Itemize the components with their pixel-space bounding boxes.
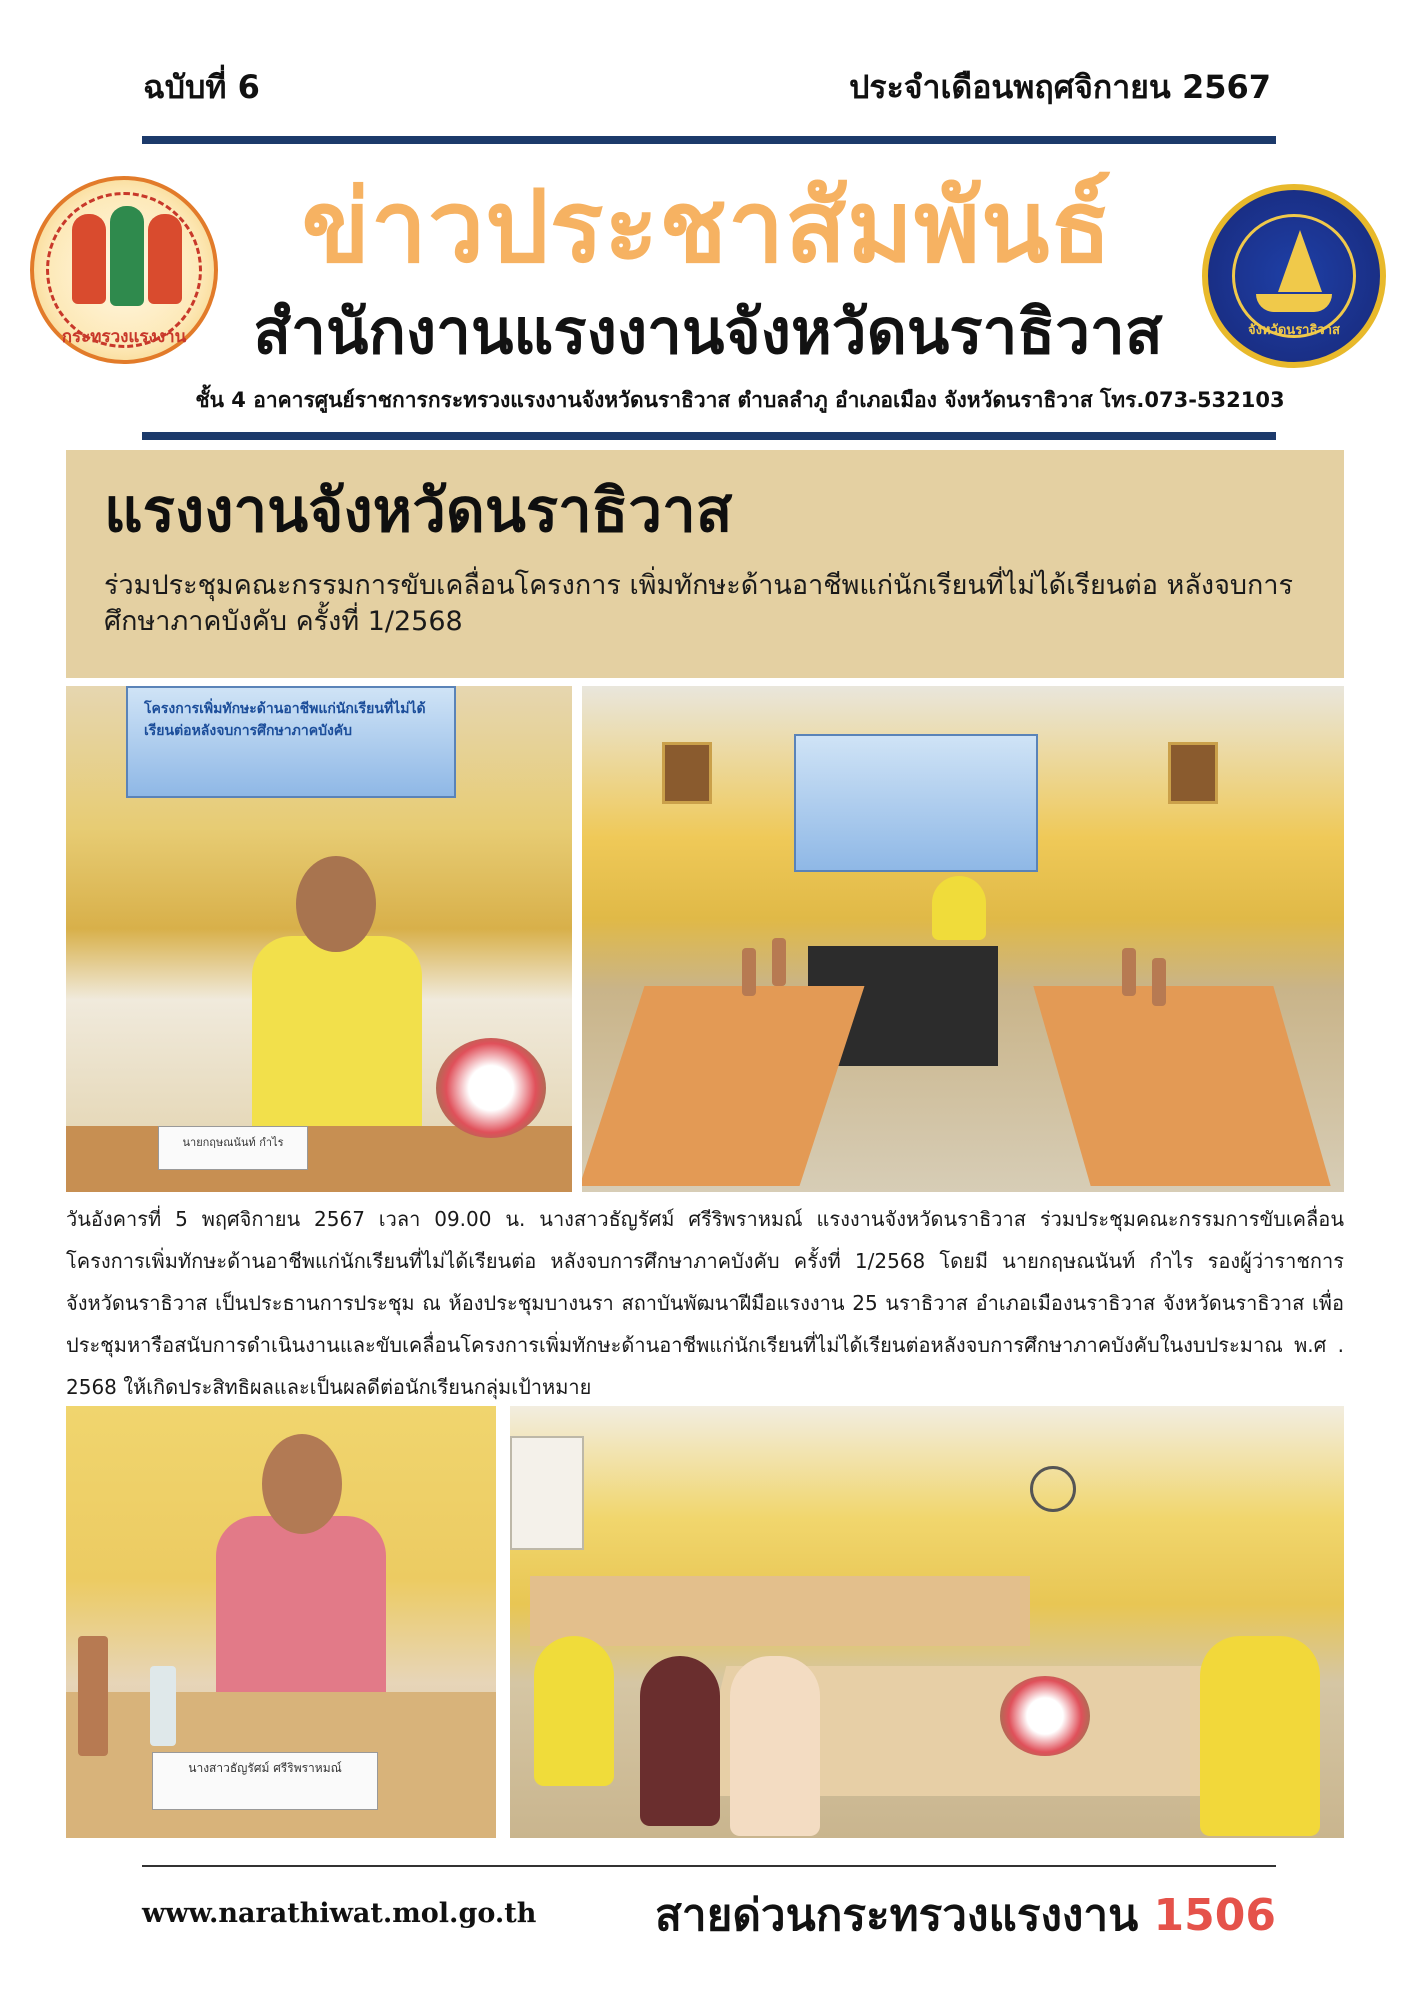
flower-arrangement — [1000, 1676, 1090, 1756]
portrait-frame-left — [662, 742, 712, 804]
flower-arrangement — [436, 1038, 546, 1138]
issue-number: ฉบับที่ 6 — [143, 68, 260, 106]
masthead-title: ข่าวประชาสัมพันธ์ — [301, 168, 1113, 285]
notice-board — [510, 1436, 584, 1550]
ministry-of-labour-emblem — [30, 176, 218, 364]
masthead-divider — [142, 432, 1276, 440]
headline-subtitle: ร่วมประชุมคณะกรรมการขับเคลื่อนโครงการ เพิ่มทักษะด้านอาชีพแก่นักเรียนที่ไม่ได้เรียนต่อ หลังจบการศึกษาภาคบังคับ ครั้งที่ 1/2568 — [104, 570, 1294, 638]
hotline — [655, 1880, 1276, 1950]
issue-month: ประจำเดือนพฤศจิกายน 2567 — [849, 68, 1271, 106]
footer-divider — [142, 1865, 1276, 1867]
chairperson-photo — [66, 686, 572, 1192]
office-address: ชั้น 4 อาคารศูนย์ราชการกระทรวงแรงงานจังหวัดนราธิวาส ตำบลลำภู อำเภอเมือง จังหวัดนราธิวาส โทร.073-532103 — [195, 388, 1285, 412]
narathiwat-province-seal — [1202, 184, 1386, 368]
meeting-room-photo — [582, 686, 1344, 1192]
hotline-label: สายด่วนกระทรวงแรงงาน — [655, 1890, 1139, 1941]
office-name: สำนักงานแรงงานจังหวัดนราธิวาส — [253, 295, 1163, 368]
labour-officer-photo — [66, 1406, 496, 1838]
presentation-screen: โครงการเพิ่มทักษะด้านอาชีพแก่นักเรียนที่ไม่ได้เรียนต่อหลังจบการศึกษาภาคบังคับ — [126, 686, 456, 798]
meeting-participants-photo — [510, 1406, 1344, 1838]
province-seal-text: จังหวัดนราธิวาส — [1248, 323, 1340, 338]
top-divider — [142, 136, 1276, 144]
labour-officer-figure — [216, 1516, 386, 1716]
chairperson-figure — [932, 876, 986, 940]
chairperson-nameplate: นายกฤษณนันท์ กำไร — [158, 1126, 308, 1170]
wall-fan — [1030, 1466, 1076, 1512]
ministry-emblem-text: กระทรวงแรงงาน — [61, 327, 187, 347]
officer-nameplate: นางสาวธัญรัศม์ ศรีริพราหมณ์ — [152, 1752, 378, 1810]
website-url: www.narathiwat.mol.go.th — [142, 1898, 537, 1929]
article-body: วันอังคารที่ 5 พฤศจิกายน 2567 เวลา 09.00 น. นางสาวธัญรัศม์ ศรีริพราหมณ์ แรงงานจังหวัดนราธิวาส ร่วมประชุมคณะกรรมการขับเคลื่อนโครงการเพิ่มทักษะด้านอาชีพแก่นักเรียนที่ไม่ได้เรียนต่อ หลังจบการศึกษาภาคบังคับ ครั้งที่ 1/2568 โดยมี นายกฤษณนันท์ กำไร รองผู้ว่าราชการจังหวัดนราธิวาส เป็นประธานการประชุม ณ ห้องประชุมบางนรา สถาบันพัฒนาฝีมือแรงงาน 25 นราธิวาส อำเภอเมืองนราธิวาส จังหวัดนราธิวาส เพื่อประชุมหารือสนับการดำเนินงานและขับเคลื่อนโครงการเพิ่มทักษะด้านอาชีพแก่นักเรียนที่ไม่ได้เรียนต่อหลังจบการศึกษาภาคบังคับในงบประมาณ พ.ศ . 2568 ให้เกิดประสิทธิผลและเป็นผลดีต่อนักเรียนกลุ่มเป้าหมาย — [66, 1207, 1344, 1399]
chairperson-figure — [252, 936, 422, 1156]
hotline-number: 1506 — [1153, 1890, 1276, 1941]
headline-title: แรงงานจังหวัดนราธิวาส — [104, 476, 733, 546]
projection-screen — [794, 734, 1038, 872]
portrait-frame-right — [1168, 742, 1218, 804]
